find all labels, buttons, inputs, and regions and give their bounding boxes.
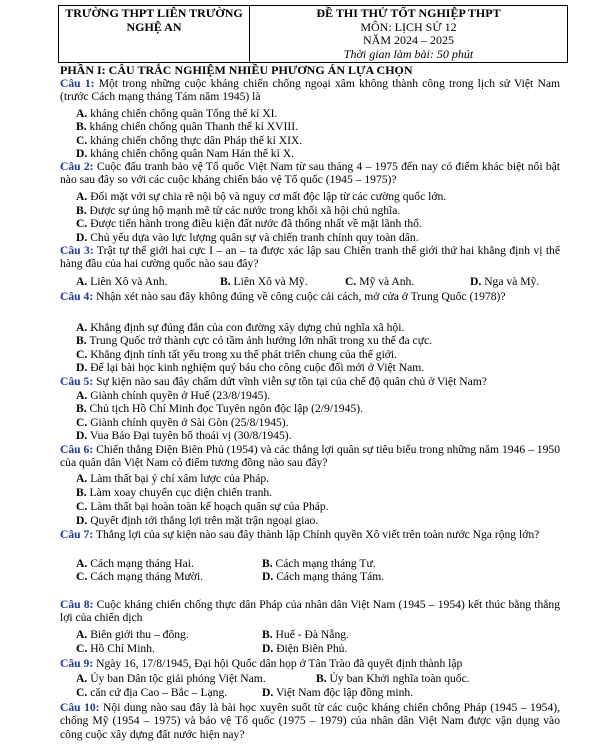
option-letter: D. [470,275,482,288]
question-stem [60,375,560,388]
answer-option [262,628,349,641]
answer-option [76,231,419,244]
option-letter: B. [76,486,87,499]
answer-option [76,389,270,402]
option-letter: A. [76,321,88,334]
option-letter: A. [76,628,88,641]
question-label: Câu 1: [60,77,95,90]
question-text: Nội dung nào sau đây là bài học xuyên suốt từ các cuộc kháng chiến chống Pháp (1945 – 1954), chống Mỹ (1954 – 1975) và bảo vệ Tổ quốc (1975 – 1979) của nhân dân Việt Nam được vận dụng vào công cuộc xây dựng đất nước hiện nay? [60,701,560,741]
question-text: Một trong những cuộc kháng chiến chống ngoại xâm không thành công trong lịch sử Việt Nam (trước Cách mạng tháng Tám năm 1945) là [60,77,560,104]
answer-option [76,402,363,415]
exam-subject: MÔN: LỊCH SỬ 12 [360,19,457,34]
option-text: Liên Xô và Anh. [90,275,168,288]
option-letter: A. [76,389,88,402]
option-letter: A. [76,472,88,485]
option-text: Việt Nam độc lập đồng minh. [275,686,414,699]
question-text: Chiến thắng Điện Biên Phủ (1954) và các thắng lợi quân sự tiêu biểu trong những năm 1946 – 1950 của quân dân Việt Nam có điểm tương đồng nào sau đây? [60,443,560,470]
answer-option [76,204,400,217]
option-letter: D. [262,570,274,583]
option-text: Làm thất bại hoàn toàn kế hoạch quân sự của Pháp. [90,500,329,513]
option-letter: C. [76,570,88,583]
question-stem [60,290,560,303]
option-letter: B. [76,204,87,217]
option-letter: A. [76,672,88,685]
answer-option [76,472,269,485]
section-title: PHẦN I: CÂU TRẮC NGHIỆM NHIỀU PHƯƠNG ÁN LỰA CHỌN [60,63,413,77]
option-text: Điện Biên Phủ. [276,642,348,655]
answer-option [220,275,308,288]
answer-option [76,672,266,685]
answer-option [76,416,289,429]
answer-option [76,275,167,288]
answer-option [76,557,194,570]
answer-option [76,686,227,699]
option-text: Làm thất bại ý chí xâm lược của Pháp. [90,472,270,485]
question-label: Câu 3: [60,244,94,257]
question-text: Nhận xét nào sau đây không đúng về công cuộc cải cách, mở cửa ở Trung Quốc (1978)? [96,290,506,303]
answer-option [262,557,376,570]
answer-option [76,429,292,442]
answer-option [76,134,302,147]
answer-option [470,275,539,288]
option-letter: D. [76,429,88,442]
option-letter: C. [76,217,88,230]
question-label: Câu 9: [60,657,94,670]
answer-option [76,514,318,527]
option-text: Quyết định tới thắng lợi trên mặt trận ngoại giao. [90,514,319,527]
question-label: Câu 10: [60,701,100,714]
option-text: Khẳng định tính tất yếu trong xu thế phát triển chung của thế giới. [90,348,398,361]
answer-option [76,190,446,203]
answer-option [76,486,272,499]
answer-option [262,686,413,699]
question-text: Cuộc đấu tranh bảo vệ Tổ quốc Việt Nam từ sau tháng 4 – 1975 đến nay có điểm khác biệt nổi bật nào sau đây so với các cuộc kháng chiến bảo vệ Tổ quốc (1945 – 1975)? [60,160,560,187]
option-text: Chủ tịch Hồ Chí Minh đọc Tuyên ngôn độc lập (2/9/1945). [89,402,363,415]
answer-option [76,348,397,361]
answer-option [76,147,294,160]
answer-option [262,642,347,655]
question-label: Câu 5: [60,375,94,388]
option-text: kháng chiến chống quân Nam Hán thế kỉ X. [90,147,294,160]
answer-option [76,120,298,133]
question-label: Câu 4: [60,290,94,303]
option-letter: D. [76,514,88,527]
option-letter: A. [76,275,88,288]
option-text: Được tiến hành trong điều kiện đất nước đã thống nhất về mặt lãnh thổ. [90,217,422,230]
answer-option [76,334,432,347]
exam-info-cell [250,6,568,63]
option-letter: D. [76,361,88,374]
option-text: Để lại bài học kinh nghiệm quý báu cho công cuộc đổi mới ở Việt Nam. [90,361,425,374]
exam-title: ĐỀ THI THỬ TỐT NGHIỆP THPT [316,6,501,20]
question-label: Câu 6: [60,443,94,456]
question-stem [60,657,560,670]
option-text: Đối mặt với sự chia rẽ nội bộ và nguy cơ mất độc lập từ các cường quốc lớn. [90,190,447,203]
option-text: Cách mạng tháng Mười. [90,570,204,583]
option-letter: D. [262,686,274,699]
option-text: Cách mạng tháng Tư. [275,557,376,570]
answer-option [76,570,203,583]
option-text: Được sự ủng hộ mạnh mẽ từ các nước trong khối xã hội chủ nghĩa. [89,204,401,217]
option-letter: A. [76,557,88,570]
option-text: Giành chính quyền ở Sài Gòn (25/8/1945). [90,416,289,429]
option-letter: A. [76,190,88,203]
question-label: Câu 2: [60,160,94,173]
answer-option [76,628,189,641]
question-stem [60,443,560,470]
school-cell [59,6,250,63]
option-letter: C. [76,416,88,429]
question-text: Trật tự thế giới hai cực I – an – ta được xác lập sau Chiến tranh thế giới thứ hai khẳng định vị thế hàng đầu của hai cường quốc nào sau đây? [60,244,560,271]
option-letter: B. [316,672,327,685]
answer-option [76,500,329,513]
question-stem [60,160,560,187]
option-text: Cách mạng tháng Tám. [276,570,385,583]
option-letter: D. [76,231,88,244]
option-letter: C. [76,642,88,655]
option-text: Ủy ban Dân tộc giải phóng Việt Nam. [90,672,266,685]
option-text: Làm xoay chuyển cục diện chiến tranh. [89,486,273,499]
question-label: Câu 7: [60,528,94,541]
question-stem [60,701,560,741]
option-text: Giành chính quyền ở Huế (23/8/1945). [90,389,271,402]
option-text: Biên giới thu – đông. [90,628,189,641]
option-text: Liên Xô và Mỹ. [233,275,308,288]
option-letter: A. [76,107,88,120]
option-text: Mỹ và Anh. [359,275,415,288]
question-stem [60,598,560,625]
option-letter: D. [76,147,88,160]
option-text: Ủy ban Khởi nghĩa toàn quốc. [329,672,470,685]
answer-option [76,107,277,120]
option-letter: C. [345,275,357,288]
question-text: Sự kiện nào sau đây chấm dứt vĩnh viễn sự tồn tại của chế độ quân chủ ở Việt Nam? [96,375,487,388]
question-stem [60,244,560,271]
option-text: Trung Quốc trở thành cực có tầm ảnh hưởng lớn nhất trong xu thế đa cực. [89,334,433,347]
question-label: Câu 8: [60,598,94,611]
option-letter: B. [262,557,273,570]
option-text: Nga và Mỹ. [484,275,540,288]
option-letter: C. [76,348,88,361]
option-letter: B. [76,334,87,347]
answer-option [76,642,155,655]
option-text: Chủ yếu dựa vào lực lượng quân sự và chiến tranh chính quy toàn dân. [90,231,419,244]
exam-time: Thời gian làm bài: 50 phút [343,46,474,61]
option-text: kháng chiến chống thực dân Pháp thế kỉ XIX. [90,134,303,147]
option-text: Hồ Chí Minh. [90,642,155,655]
option-letter: B. [262,628,273,641]
question-text: Cuộc kháng chiến chống thực dân Pháp của nhân dân Việt Nam (1945 – 1954) kết thúc bằng thắng lợi của chiến dịch [60,598,560,625]
exam-header [58,5,568,63]
question-stem [60,77,560,104]
option-text: kháng chiến chống quân Tống thế kỉ XI. [90,107,278,120]
option-text: Huế - Đà Nẵng. [275,628,349,641]
question-stem [60,528,560,541]
answer-option [345,275,414,288]
answer-option [76,321,404,334]
option-text: Khẳng định sự đúng đắn của con đường xây dựng chủ nghĩa xã hội. [90,321,405,334]
question-text: Ngày 16, 17/8/1945, Đại hội Quốc dân họp ở Tân Trào đã quyết định thành lập [96,657,463,670]
answer-option [262,570,384,583]
option-text: kháng chiến chống quân Thanh thế kỉ XVIII. [89,120,298,133]
school-name: TRƯỜNG THPT LIÊN TRƯỜNG [65,6,243,20]
exam-year: NĂM 2024 – 2025 [362,33,454,47]
question-text: Thắng lợi của sự kiện nào sau đây thành lập Chính quyền Xô viết trên toàn nước Nga rộng lớn? [95,528,540,541]
option-letter: B. [220,275,231,288]
option-letter: B. [76,120,87,133]
option-letter: C. [76,686,88,699]
option-letter: C. [76,134,88,147]
option-text: Vua Bảo Đại tuyên bố thoái vị (30/8/1945). [89,429,292,442]
option-text: căn cứ địa Cao – Bắc – Lạng. [90,686,228,699]
option-text: Cách mạng tháng Hai. [90,557,194,570]
answer-option [316,672,470,685]
option-letter: D. [262,642,274,655]
option-letter: C. [76,500,88,513]
school-location: NGHỆ AN [126,19,182,34]
answer-option [76,361,424,374]
answer-option [76,217,422,230]
option-letter: B. [76,402,87,415]
